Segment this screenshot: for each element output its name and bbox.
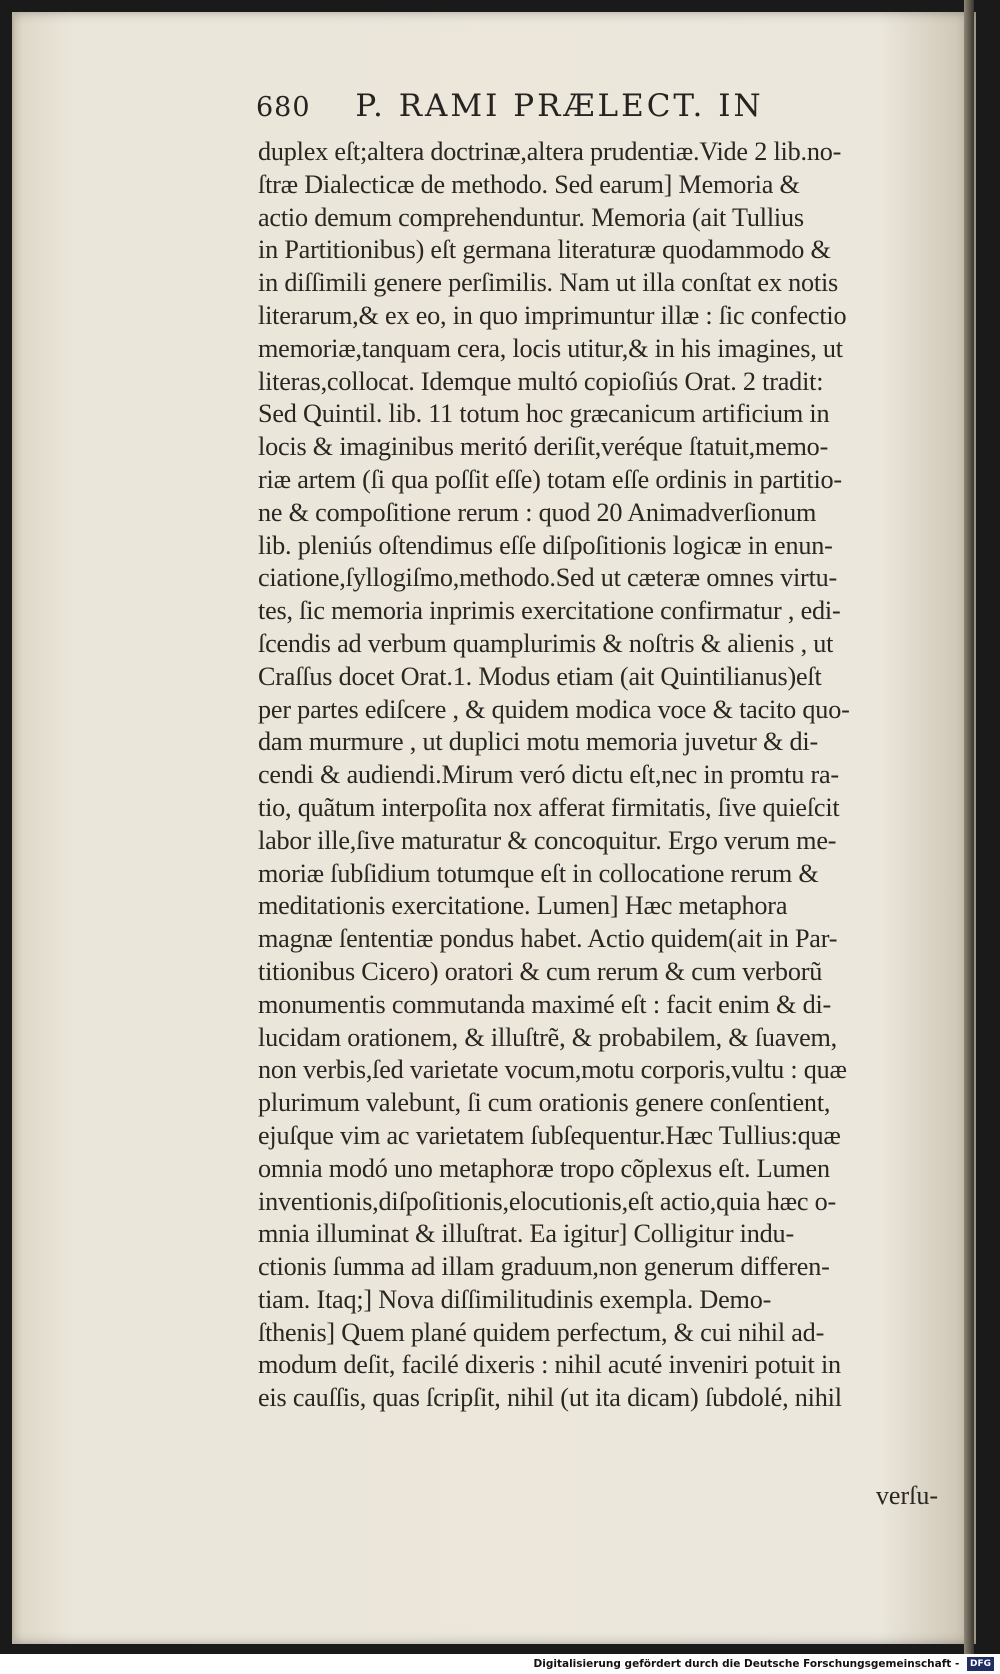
text-line: ctionis ſumma ad illam graduum,non generum differen- — [258, 1252, 830, 1282]
text-line: inventionis,diſpoſitionis,elocutionis,eſt actio,quia hæc o- — [258, 1186, 837, 1216]
text-line: tiam. Itaq;] Nova diſſimilitudinis exempla. Demo- — [258, 1284, 772, 1314]
text-line: lucidam orationem, & illuſtrẽ, & probabilem, & ſuavem, — [258, 1022, 838, 1052]
book-spine — [964, 0, 974, 1654]
text-line: ejuſque vim ac varietatem ſubſequentur.Hæc Tullius:quæ — [258, 1120, 841, 1150]
text-line: modum deſit, facilé dixeris : nihil acuté inveniri potuit in — [258, 1350, 841, 1380]
digitization-footer — [0, 1654, 1000, 1674]
running-title: P. RAMI PRÆLECT. IN — [355, 88, 764, 124]
text-line: duplex eſt;altera doctrinæ,altera prudentiæ.Vide 2 lib.no- — [258, 137, 842, 166]
text-line: literarum,& ex eo, in quo imprimuntur illæ : ſic confectio — [258, 300, 847, 330]
text-line: mnia illuminat & illuſtrat. Ea igitur] Colligitur indu- — [258, 1219, 794, 1249]
text-line: moriæ ſubſidium totumque eſt in collocatione rerum & — [258, 858, 819, 888]
text-line: in Partitionibus) eſt germana literaturæ quodammodo & — [258, 235, 831, 265]
text-line: actio demum comprehenduntur. Memoria (ait Tullius — [258, 202, 804, 232]
text-line: ne & compoſitione rerum : quod 20 Animadverſionum — [258, 497, 817, 527]
text-line: tio, quãtum interpoſita nox afferat firmitatis, ſive quieſcit — [258, 792, 840, 822]
catchword: verſu- — [875, 1481, 938, 1510]
text-line: monumentis commutanda maximé eſt : facit enim & di- — [258, 989, 832, 1019]
text-line: titionibus Cicero) oratori & cum rerum & cum verborũ — [258, 956, 823, 986]
text-line: ſcendis ad verbum quamplurimis & noſtris & alienis , ut — [258, 628, 834, 658]
text-line: tes, ſic memoria inprimis exercitatione confirmatur , edi- — [258, 596, 841, 626]
text-line: Craſſus docet Orat.1. Modus etiam (ait Quintilianus)eſt — [258, 661, 822, 691]
text-line: eis cauſſis, quas ſcripſit, nihil (ut ita dicam) ſubdolé, nihil — [258, 1383, 842, 1413]
text-line: riæ artem (ſi qua poſſit eſſe) totam eſſe ordinis in partitio- — [258, 464, 842, 494]
text-line: non verbis,ſed varietate vocum,motu corporis,vultu : quæ — [258, 1055, 847, 1085]
text-line: meditationis exercitatione. Lumen] Hæc metaphora — [258, 891, 788, 921]
text-line: cendi & audiendi.Mirum veró dictu eſt,nec in promtu ra- — [258, 760, 839, 790]
text-line: Sed Quintil. lib. 11 totum hoc græcanicum artificium in — [258, 399, 830, 429]
text-line: magnæ ſententiæ pondus habet. Actio quidem(ait in Par- — [258, 924, 838, 954]
text-line: ſtræ Dialecticæ de methodo. Sed earum] Memoria & — [258, 169, 800, 199]
text-line: locis & imaginibus meritó deriſit,veréque ſtatuit,memo- — [258, 432, 829, 462]
text-line: ſthenis] Quem plané quidem perfectum, & cui nihil ad- — [258, 1317, 825, 1347]
page-header — [256, 88, 936, 128]
dfg-logo: DFG — [967, 1657, 994, 1671]
text-line: lib. pleniús oſtendimus eſſe diſpoſitionis logicæ in enun- — [258, 530, 833, 560]
text-line: plurimum valebunt, ſi cum orationis genere conſentient, — [258, 1088, 831, 1118]
page-number: 680 — [256, 92, 311, 123]
text-line: omnia modó uno metaphoræ tropo cõplexus eſt. Lumen — [258, 1153, 830, 1183]
text-line: ciatione,ſyllogiſmo,methodo.Sed ut cæteræ omnes virtu- — [258, 563, 838, 593]
body-text — [258, 136, 948, 1415]
text-line: per partes ediſcere , & quidem modica voce & tacito quo- — [258, 694, 850, 724]
text-line: memoriæ,tanquam cera, locis utitur,& in his imagines, ut — [258, 333, 843, 363]
text-line: labor ille,ſive maturatur & concoquitur. Ergo verum me- — [258, 825, 837, 855]
text-line: dam murmure , ut duplici motu memoria juvetur & di- — [258, 727, 818, 757]
text-line: in diſſimili genere perſimilis. Nam ut illa conſtat ex notis — [258, 268, 839, 298]
text-line: literas,collocat. Idemque multó copioſiús Orat. 2 tradit: — [258, 366, 824, 396]
footer-text: Digitalisierung gefördert durch die Deutsche Forschungsgemeinschaft - — [533, 1658, 960, 1670]
